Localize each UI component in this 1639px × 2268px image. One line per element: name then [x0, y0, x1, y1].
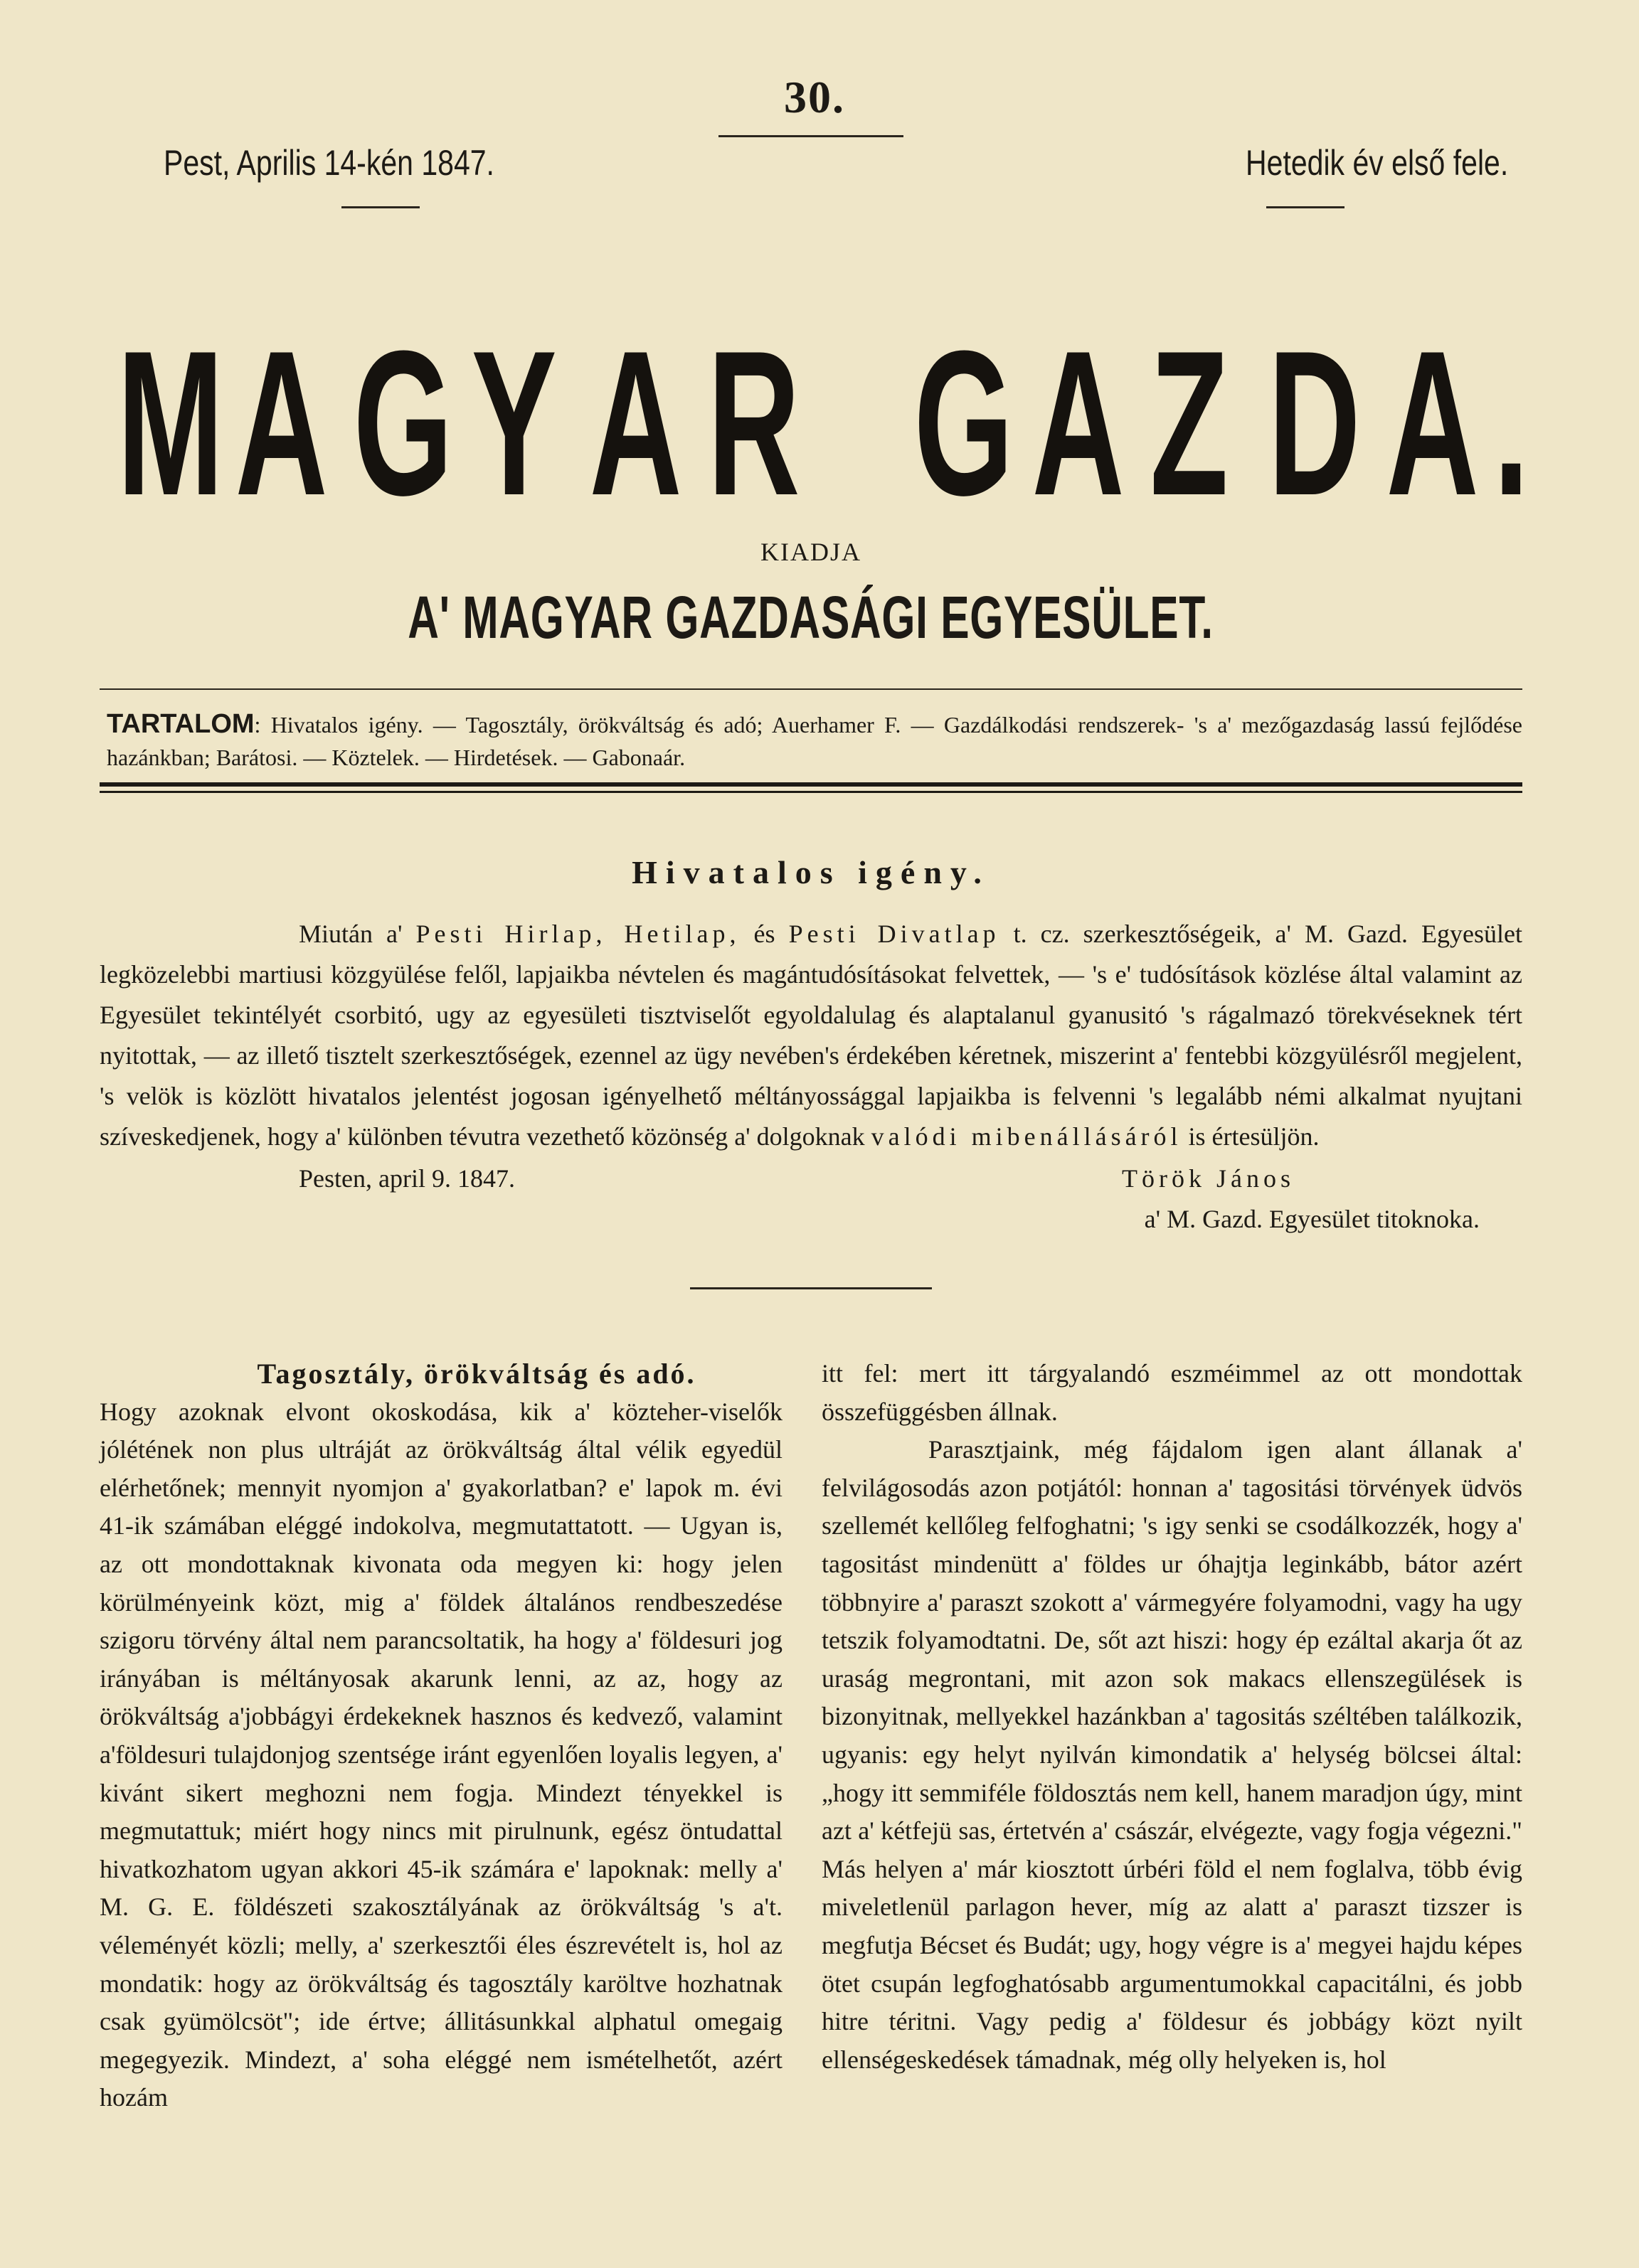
dateline: Pest, Aprilis 14-kén 1847. [164, 143, 494, 183]
masthead-title [100, 308, 1529, 538]
notice-body [100, 914, 1522, 1157]
masthead-letter: G [913, 308, 1014, 538]
notice-title: Hivatalos igény. [632, 854, 990, 890]
official-notice [100, 914, 1522, 1240]
article-paragraph: Parasztjaink, még fájdalom igen alant állanak a' felvilágosodás azon potjától: honnan a' tagositási törvények üdvös szellemét kellőleg felfoghatni; 's igy senki se csodálkozzék, hogy a' tagositást mindenütt a' földes ur óhajtja leginkább, bátor azért többnyire a' paraszt szokott a' vármegyére folyamodni, vagy ha ugy tetszik folyamodtatni. De, sőt azt hiszi: hogy ép ezáltal akarja őt az uraság megrontani, mit azon sok makacs ellenszegülések is bizonyitnak, mellyekkel hazánkban a' tagositás széltében találkozik, ugyanis: egy helyt nyilván kimondatik a' helység bölcsei által: „hogy itt semmiféle földosztás nem kell, hanem maradjon úgy, mint azt a' kétfejü sas, értetvén a' császár, elvégezte, vagy fogja végezni." Más helyen a' már kiosztott úrbéri föld el nem foglalva, több évig miveletlenül parlagon hever, míg az alatt a' paraszt tizszer is megfutja Bécset és Budát; ugy, hogy végre is a' megyei hajdu képes ötet csupán legfoghatósabb argumentumokkal capacitálni, és jobb hitre téritni. Vagy pedig a' földesur és jobbágy közt nyilt ellenségeskedések támadnak, még olly helyeken is, hol [822, 1435, 1522, 2074]
issue-number: 30. [784, 72, 845, 122]
masthead-word-magyar [100, 308, 800, 538]
masthead-letter: A [1031, 308, 1125, 538]
divider [100, 688, 1522, 690]
masthead-word-gazda [896, 308, 1529, 538]
notice-text-spaced: Pesti Hirlap, Hetilap, [415, 920, 741, 948]
masthead-letter: M [117, 308, 224, 538]
notice-signature-row [100, 1159, 1522, 1199]
kiadja-label: KIADJA [760, 538, 861, 566]
article-left-column [100, 1355, 783, 2117]
notice-signer: Török János [1122, 1164, 1295, 1193]
volume-info: Hetedik év első fele. [1245, 143, 1508, 183]
masthead-letter: Y [471, 308, 557, 538]
masthead-letter: G [353, 308, 453, 538]
issue-rule [718, 135, 903, 137]
article-title: Tagosztály, örökváltság és adó. [257, 1358, 696, 1390]
masthead-letter: A [1386, 308, 1479, 538]
divider [1266, 206, 1344, 208]
masthead-letter: D [1268, 308, 1361, 538]
masthead-letter: Z [1150, 308, 1229, 538]
publisher-name [100, 583, 1522, 652]
masthead-letter: A [235, 308, 328, 538]
masthead-letter: A [589, 308, 682, 538]
article-right-column [822, 1355, 1522, 2079]
article-paragraph: Hogy azoknak elvont okoskodása, kik a' közteher-viselők jólétének non plus ultráját az örökváltság által vélik egyedül elérhetőnek; mennyit nyomjon a' gyakorlatban? e' lapok m. évi 41-ik számában eléggé indokolva, megmutattatott. — Ugyan is, az ott mondottaknak kivonata oda megyen ki: hogy jelen körülményeink közt, mig a' földek általános rendbeszedése szigoru törvény által nem parancsoltatik, ha hogy a' földesuri jog irányában is méltányosak akarunk lenni, az az, hogy az örökváltság a'jobbágyi érdekeknek hasznos és kedvező, valamint a'földesuri tulajdonjog szentsége iránt egyenlően loyalis legyen, a' kivánt sikert meghozni nem fogja. Mindezt tényekkel is megmutattuk; miért hogy nincs mit pirulnunk, egész öntudattal hivatkozhatom ugyan akkori 45-ik számára e' lapoknak: melly a' M. G. E. földészeti szakosztályának az örökváltság 's a't. véleményét közli; melly, a' szerkesztői éles észrevételt is, hol az mondatik: hogy az örökváltság és tagosztály karöltve hozhatnak csak gyümölcsöt"; ide értve; állitásunkkal alphatul omegaig megegyezik. Mindezt, a' soha eléggé nem ismételhetőt, azért hozám [100, 1397, 783, 2112]
divider [100, 791, 1522, 793]
divider [341, 206, 420, 208]
notice-signer-role: a' M. Gazd. Egyesület titoknoka. [1144, 1205, 1480, 1233]
article-paragraph: itt fel: mert itt tárgyalandó eszméimmel az ott mondottak összefüggésben állnak. [822, 1359, 1522, 1426]
notice-text: is értesüljön. [1182, 1122, 1320, 1151]
masthead-letter: R [707, 308, 800, 538]
notice-text: Miután a' [299, 920, 416, 948]
toc-label: TARTALOM [107, 709, 255, 739]
masthead-period: . [1493, 308, 1529, 538]
notice-text-spaced: valódi mibenállásáról [871, 1122, 1182, 1151]
notice-text: és [740, 920, 789, 948]
newspaper-page [100, 64, 1529, 2233]
divider [690, 1287, 932, 1289]
divider [100, 782, 1522, 787]
notice-place-date: Pesten, april 9. 1847. [299, 1164, 515, 1193]
notice-text: t. cz. szerkesztőségeik, a' M. Gazd. Egyesület legközelebbi martiusi közgyülése felől, lapjaikba névtelen és magántudósításokat felvettek, — 's e' tudósítások közlése által valamint az Egyesület tekintélyét csorbitó, ugy az egyesületi tisztviselőt egyoldalulag és alaptalanul gyanusitó 's rágalmazó törekvéseknek tért nyitottak, — az illető tisztelt szerkesztőségek, ezennel az ügy nevében's érdekében kéretnek, miszerint a' fentebbi közgyülésről megjelent, 's velök is közlött hivatalos jelentést jogosan igényelhető méltányossággal lapjaikba is felvenni 's legalább némi alkalmat nyujtani szíveskedjenek, hogy a' különben tévutra vezethető közönség a' dolgoknak [100, 920, 1522, 1151]
publisher-name-text: A' MAGYAR GAZDASÁGI EGYESÜLET. [408, 584, 1214, 651]
table-of-contents [107, 708, 1522, 774]
toc-text: : Hivatalos igény. — Tagosztály, örökváltság és adó; Auerhamer F. — Gazdálkodási rendszerek- 's a' mezőgazdaság lassú fejlődése hazánkban; Barátosi. — Köztelek. — Hirdetések. — Gabonaár. [107, 712, 1522, 770]
notice-text-spaced: Pesti Divatlap [788, 920, 1000, 948]
